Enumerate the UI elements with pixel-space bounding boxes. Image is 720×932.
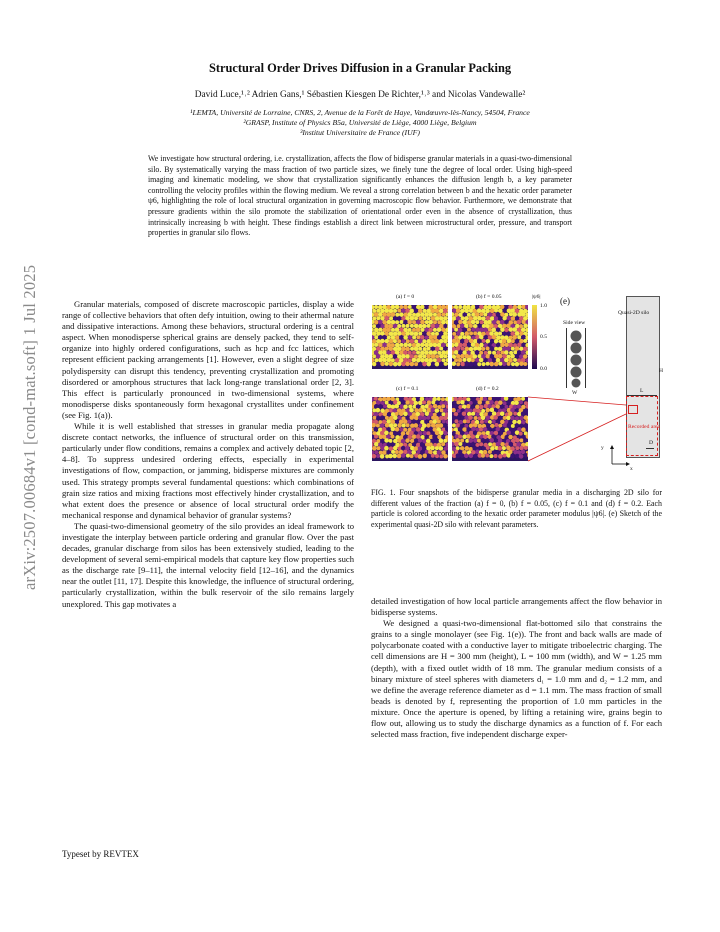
footer-typeset: Typeset by REVTEX xyxy=(62,849,139,859)
height-label-h: H xyxy=(659,368,664,374)
body-left-column xyxy=(62,299,354,610)
paragraph: Granular materials, composed of discrete macroscopic particles, display a wide range of collective behaviors that often defy intuition, owing to their athermal nature and dissipative interactions. Among these behaviors, structural ordering is a central aspect. When monodisperse spherical grains are densely packed, they tend to self-organize into highly ordered configurations, such as hcp and fcc lattices, which represent efficient packing arrangements [1]. However, even a slight degree of size polydispersity can disrupt this tendency, preventing crystallization and promoting disordered or amorphous structures that lack long-range translational order [2, 3]. This effect is particularly pronounced in two-dimensional systems, where monodisperse disks spontaneously form hexagonal crystallites under confinement (see Fig. 1(a)). xyxy=(62,299,354,420)
colorbar-tick-max: 1.0 xyxy=(540,303,547,309)
zoom-region-box xyxy=(628,405,638,414)
colorbar-tick-min: 0.0 xyxy=(540,366,547,372)
panel-label-b: (b) f = 0.05 xyxy=(476,294,502,300)
side-view-label: Side view xyxy=(563,320,586,326)
recorded-area-label: Recorded area xyxy=(628,424,661,430)
affiliation-3: ³Institut Universitaire de France (IUF) xyxy=(300,128,420,137)
width-label-l: L xyxy=(640,388,644,394)
arxiv-identifier: arXiv:2507.00684v1 [cond-mat.soft] 1 Jul 2025 xyxy=(20,264,39,590)
affiliation-1: ¹LEMTA, Université de Lorraine, CNRS, 2, Avenue de la Forêt de Haye, Vandœuvre-lès-Nancy, 54504, France xyxy=(190,108,530,117)
side-view-beads xyxy=(567,328,585,388)
paragraph: detailed investigation of how local particle arrangements affect the flow behavior in bidisperse systems. xyxy=(371,596,662,618)
body-right-column xyxy=(371,596,662,740)
abstract: We investigate how structural ordering, i.e. crystallization, affects the flow of bidisperse granular materials in a quasi-two-dimensional silo. By systematically varying the mass fraction of two particle sizes, we finely tune the degree of local order. Using high-speed imaging and kinematic modeling, we show that crystallization significantly enhances the diffusion length b, a key parameter controlling the velocity profiles within the flowing medium. We reveal a strong correlation between b and the hexatic order parameter ψ6, highlighting the role of local structural organization in governing macroscopic flow behavior. Furthermore, we demonstrate that pressure gradients within the silo promote the stabilization of orientational order even in the absence of crystallization, thus intrinsically increasing b with height. These findings establish a direct link between microstructural order, pressure, and transport properties in granular silo flows. xyxy=(148,154,572,238)
panel-label-a: (a) f = 0 xyxy=(396,294,415,300)
paragraph: The quasi-two-dimensional geometry of the silo provides an ideal framework to investigate the interplay between particle ordering and granular flow. Over the past decades, granular discharge from silos has been extensively studied, leading to the development of several semi-empirical models that capture key flow properties such as the discharge rate [9–11], the internal velocity field [12–16], and the dynamics near the outlet [11, 17]. Despite this knowledge, the influence of structural ordering, particularly crystallization, within the bulk reservoir of the silo remains largely unexplored. This gap motivates a xyxy=(62,520,354,609)
affiliation-2: ²GRASP, Institute of Physics B5a, Université de Liège, 4000 Liège, Belgium xyxy=(243,118,477,127)
depth-label-w: W xyxy=(572,390,578,396)
paper-title: Structural Order Drives Diffusion in a Granular Packing xyxy=(208,61,512,75)
axis-label-x: x xyxy=(630,466,633,472)
panel-label-e: (e) xyxy=(560,296,570,306)
figure-1 xyxy=(368,294,664,478)
side-view-walls xyxy=(566,328,586,388)
author-list: David Luce,¹˒² Adrien Gans,¹ Sébastien Kiesgen De Richter,¹˒³ and Nicolas Vandewalle² xyxy=(194,90,526,100)
panel-label-d: (d) f = 0.2 xyxy=(476,386,499,392)
paragraph: We designed a quasi-two-dimensional flat-bottomed silo that constrains the grains to a single monolayer (see Fig. 1(e)). The front and back walls are made of polycarbonate coated with a conductive layer to mitigate triboelectric charging. The cell dimensions are H = 300 mm (height), L = 100 mm (width), and W = 1.25 mm (depth), with a fixed outlet width of 18 mm. The granular medium consists of a binary mixture of steel spheres with diameters d₁ = 1.0 mm and d₂ = 1.2 mm, and we define the average reference diameter as d = 1.1 mm. The mass fraction of small beads is denoted by f, representing the proportion of 1.0 mm particles in the mixture. Once the aperture is opened, by lifting a retaining wire, grains begin to flow out, allowing us to study the discharge dynamics as a function of f. For each selected mass fraction, five independent discharge exper- xyxy=(371,618,662,740)
axes-icon xyxy=(608,444,630,468)
axis-label-y: y xyxy=(601,445,604,451)
outlet-label-d: D xyxy=(649,440,654,446)
colorbar-tick-mid: 0.5 xyxy=(540,334,547,340)
colorbar-title: |ψ6| xyxy=(532,294,541,300)
silo-label: Quasi-2D silo xyxy=(618,310,650,316)
figure-1-caption: FIG. 1. Four snapshots of the bidisperse granular media in a discharging 2D silo for different values of the fraction (a) f = 0, (b) f = 0.05, (c) f = 0.1 and (d) f = 0.2. Each particle is colored according to the hexatic order parameter modulus |ψ6|. (e) Sketch of the experimental quasi-2D silo with relevant parameters. xyxy=(371,488,662,529)
width-arrow xyxy=(627,395,657,396)
paragraph: While it is well established that stresses in granular media propagate along discrete contact networks, the influence of structural order on this transmission, particularly under flow conditions, remains a complex and actively debated topic [2, 4–8]. To suppress undesired ordering effects, especially in experimental investigations of flow, compaction, or jamming, bidisperse mixtures are commonly used. This strategy prompts several fundamental questions: which combinations of grain size ratios and mixing fractions most effectively hinder crystallization, and to what extent does the presence or absence of local structural order modify the mechanical response and dynamical behavior of granular systems? xyxy=(62,421,354,520)
panel-label-c: (c) f = 0.1 xyxy=(396,386,419,392)
outlet-arrow xyxy=(646,448,654,449)
